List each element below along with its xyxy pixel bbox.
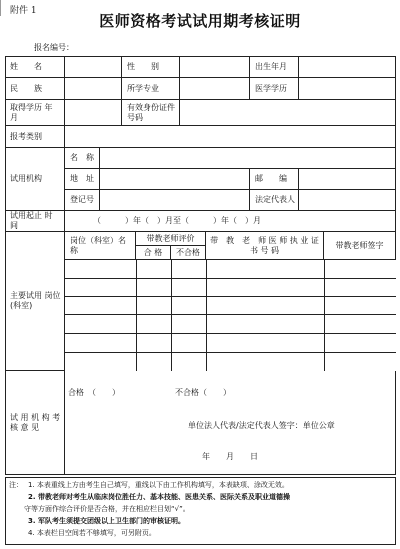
col-post-name: 岗位（科室）名 称 xyxy=(65,232,136,260)
period-field[interactable]: （ ）年（ ）月至（ ）年（ ）月 xyxy=(65,211,396,232)
major-label: 所学专业 xyxy=(122,78,180,100)
postcode-field[interactable] xyxy=(299,169,396,190)
annex-label: 附件 1 xyxy=(10,6,37,16)
org-address-field[interactable] xyxy=(100,169,250,190)
registration-number-label: 报名编号： xyxy=(34,43,74,52)
opinion-pass[interactable]: 合格 （ ） xyxy=(68,388,120,397)
opinion-signature-line: 单位法人代表/法定代表人签字：单位公章 xyxy=(188,421,335,430)
id-number-label: 有效身份证件号码 xyxy=(122,100,180,126)
birth-label: 出生年月 xyxy=(250,56,299,78)
col-fail: 不合格 xyxy=(171,246,206,260)
name-label: 姓 名 xyxy=(5,56,65,78)
name-field[interactable] xyxy=(65,56,122,78)
col-teacher-license: 带 教 老 师 医 师 执 业 证 书 号 码 xyxy=(206,232,324,260)
gender-label: 性 别 xyxy=(122,56,180,78)
notes-heading: 注： xyxy=(9,481,23,489)
col-teacher-eval: 带教老师评价 xyxy=(136,232,206,246)
margin-rule xyxy=(0,0,1,16)
birth-field[interactable] xyxy=(299,56,396,78)
col-divider xyxy=(324,260,325,371)
posts-label: 主要试用 岗位(科室) xyxy=(5,232,65,371)
degree-date-label: 取得学历 年 月 xyxy=(5,100,65,126)
education-field[interactable] xyxy=(299,78,396,100)
gender-field[interactable] xyxy=(180,56,250,78)
col-pass: 合 格 xyxy=(136,246,171,260)
legal-rep-field[interactable] xyxy=(299,190,396,211)
note-2b: 守等方面作综合评价是否合格，并在相应栏目划“√”。 xyxy=(24,505,190,513)
notes-box xyxy=(5,477,396,545)
id-number-field[interactable] xyxy=(180,100,396,126)
org-name-label: 名 称 xyxy=(65,148,100,169)
col-teacher-signature: 带教老师签字 xyxy=(324,232,396,260)
org-reg-label: 登记号 xyxy=(65,190,100,211)
degree-date-field[interactable] xyxy=(65,100,122,126)
note-4: 4. 本表栏目空间若不够填写，可另附页。 xyxy=(28,529,156,537)
row-divider xyxy=(65,296,396,297)
period-label: 试用起止 时 间 xyxy=(5,211,65,232)
ethnic-label: 民 族 xyxy=(5,78,65,100)
opinion-fail[interactable]: 不合格（ ） xyxy=(175,388,231,397)
opinion-label: 试 用 机 构 考 核 意 见 xyxy=(5,371,65,475)
education-label: 医学学历 xyxy=(250,78,299,100)
note-3: 3. 军队考生须提交团级以上卫生部门的审核证明。 xyxy=(28,517,185,525)
row-divider xyxy=(65,352,396,353)
legal-rep-label: 法定代表人 xyxy=(250,190,299,211)
form-table xyxy=(5,56,396,475)
org-name-field[interactable] xyxy=(100,148,396,169)
row-divider xyxy=(65,333,396,334)
organization-label: 试用机构 xyxy=(5,148,65,211)
page-title: 医师资格考试试用期考核证明 xyxy=(99,12,301,30)
row-divider xyxy=(65,278,396,279)
col-divider xyxy=(206,260,207,371)
ethnic-field[interactable] xyxy=(65,78,122,100)
exam-category-field[interactable] xyxy=(65,126,396,148)
col-divider xyxy=(136,260,137,371)
org-reg-field[interactable] xyxy=(100,190,250,211)
col-divider xyxy=(171,260,172,371)
row-divider xyxy=(65,314,396,315)
org-address-label: 地 址 xyxy=(65,169,100,190)
postcode-label: 邮 编 xyxy=(250,169,299,190)
exam-category-label: 报考类别 xyxy=(5,126,65,148)
note-2a: 2. 带教老师对考生从临床岗位胜任力、基本技能、医患关系、医际关系及职业道德操 xyxy=(28,493,290,501)
major-field[interactable] xyxy=(180,78,250,100)
opinion-date: 年 月 日 xyxy=(202,452,258,461)
note-1: 1. 本表重线上方由考生自己填写，重线以下由工作机构填写，本表缺项、涂改无效。 xyxy=(28,481,289,489)
